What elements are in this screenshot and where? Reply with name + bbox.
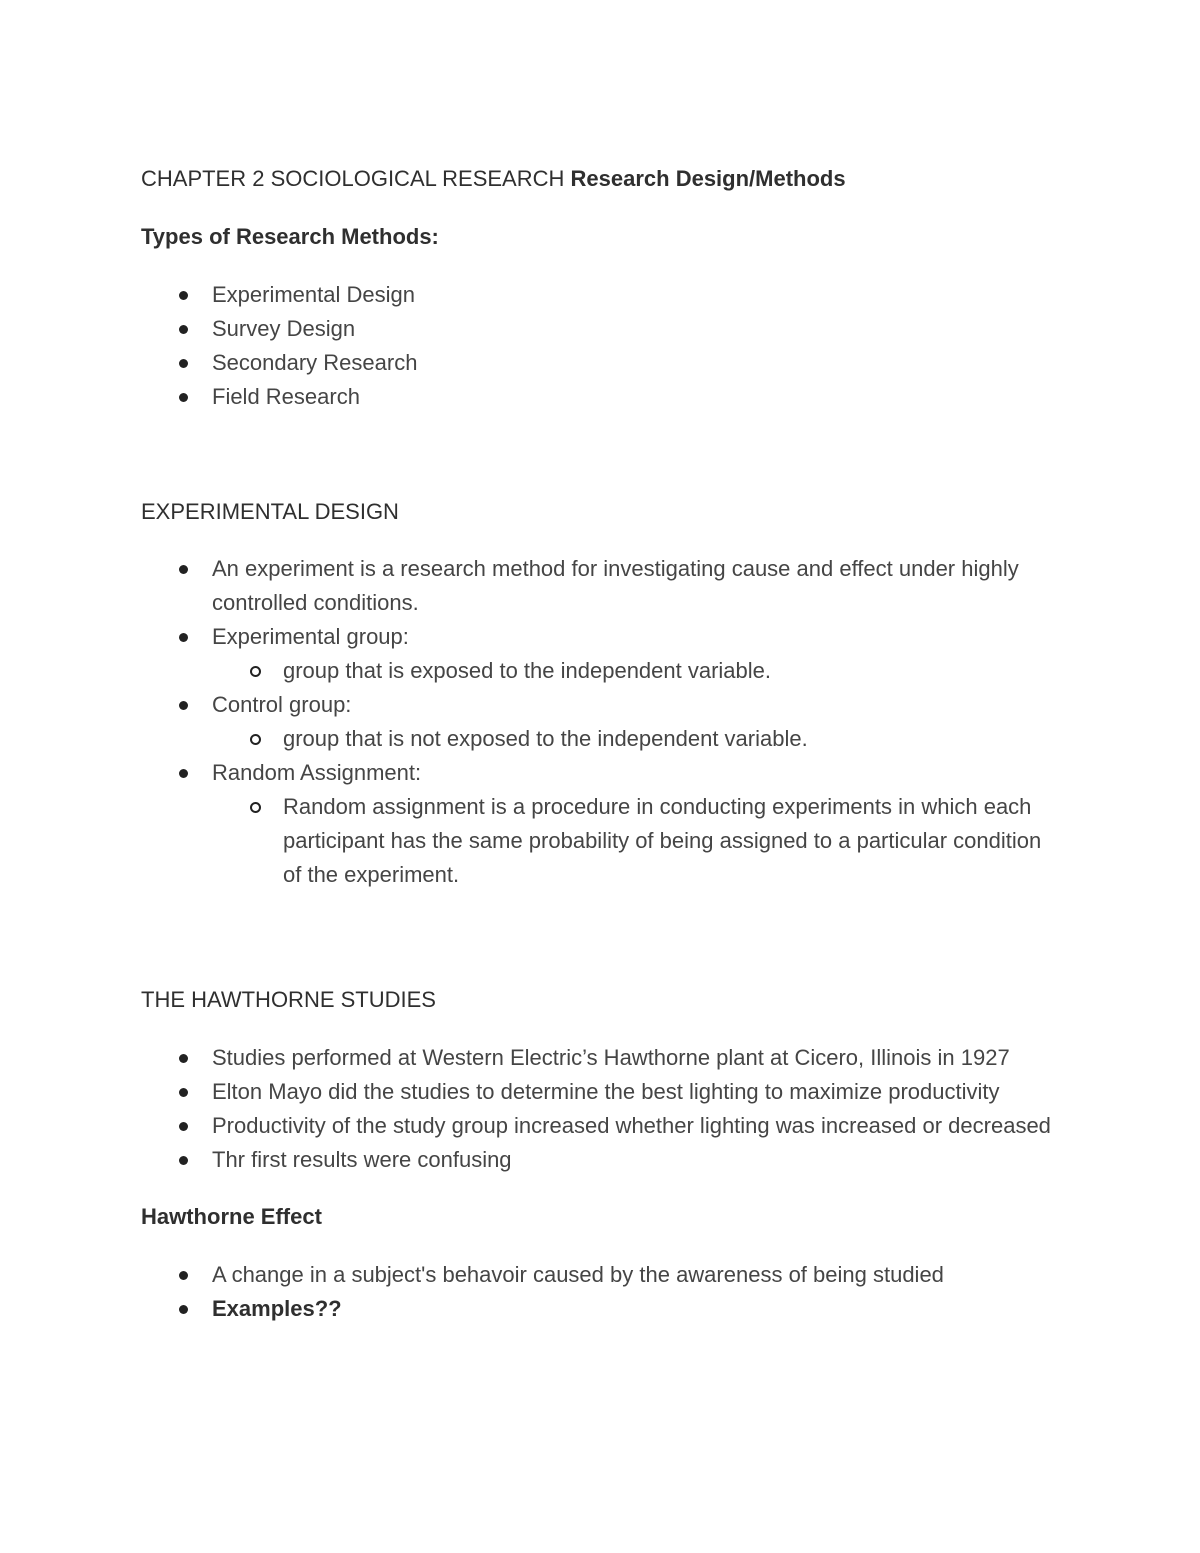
- title-part-chapter: CHAPTER 2 SOCIOLOGICAL RESEARCH: [141, 166, 571, 191]
- list-item: Survey Design: [141, 312, 1061, 346]
- document-content: [141, 163, 1061, 1326]
- list-item: Secondary Research: [141, 346, 1061, 380]
- types-list: [141, 278, 1061, 414]
- bullet-icon: [179, 565, 188, 574]
- hollow-bullet-icon: [250, 802, 261, 813]
- bullet-icon: [179, 1156, 188, 1165]
- list-item: Random Assignment: Random assignment is a procedure in conducting experiments in which each participant has the same probability of being assigned to a particular condition of the experiment.: [141, 756, 1061, 892]
- list-item: Experimental group: group that is exposed to the independent variable.: [141, 620, 1061, 688]
- hawthorne-heading: THE HAWTHORNE STUDIES: [141, 987, 436, 1012]
- bullet-icon: [179, 701, 188, 710]
- list-item: A change in a subject's behavoir caused by the awareness of being studied: [141, 1258, 1061, 1292]
- title-part-subtitle: Research Design/Methods: [570, 166, 846, 191]
- bullet-icon: [179, 1122, 188, 1131]
- sub-list: [212, 654, 1061, 688]
- effect-list: [141, 1258, 1061, 1326]
- sub-list-item: group that is not exposed to the independent variable.: [212, 722, 1061, 756]
- hollow-bullet-icon: [250, 666, 261, 677]
- experimental-heading: EXPERIMENTAL DESIGN: [141, 499, 399, 524]
- bullet-icon: [179, 291, 188, 300]
- document-title: [141, 163, 1061, 195]
- bullet-icon: [179, 393, 188, 402]
- experimental-list: [141, 552, 1061, 892]
- list-item: Field Research: [141, 380, 1061, 414]
- hawthorne-list: [141, 1041, 1061, 1177]
- bullet-icon: [179, 1305, 188, 1314]
- sub-list: [212, 722, 1061, 756]
- sub-list: [212, 790, 1061, 892]
- sub-list-item: Random assignment is a procedure in conducting experiments in which each participant has the same probability of being assigned to a particular condition of the experiment.: [212, 790, 1061, 892]
- bullet-icon: [179, 325, 188, 334]
- hollow-bullet-icon: [250, 734, 261, 745]
- sub-list-item: group that is exposed to the independent variable.: [212, 654, 1061, 688]
- list-item: Elton Mayo did the studies to determine the best lighting to maximize productivity: [141, 1075, 1061, 1109]
- bullet-icon: [179, 1271, 188, 1280]
- bullet-icon: [179, 1088, 188, 1097]
- bullet-icon: [179, 359, 188, 368]
- list-item: Experimental Design: [141, 278, 1061, 312]
- bullet-icon: [179, 1054, 188, 1063]
- bullet-icon: [179, 633, 188, 642]
- list-item: Thr first results were confusing: [141, 1143, 1061, 1177]
- list-item: Control group: group that is not exposed to the independent variable.: [141, 688, 1061, 756]
- list-item: Examples??: [141, 1292, 1061, 1326]
- list-item: Productivity of the study group increased whether lighting was increased or decreased: [141, 1109, 1061, 1143]
- list-item: An experiment is a research method for investigating cause and effect under highly controlled conditions.: [141, 552, 1061, 620]
- types-heading: Types of Research Methods:: [141, 224, 439, 249]
- list-item: Studies performed at Western Electric’s Hawthorne plant at Cicero, Illinois in 1927: [141, 1041, 1061, 1075]
- bullet-icon: [179, 769, 188, 778]
- effect-heading: Hawthorne Effect: [141, 1204, 322, 1229]
